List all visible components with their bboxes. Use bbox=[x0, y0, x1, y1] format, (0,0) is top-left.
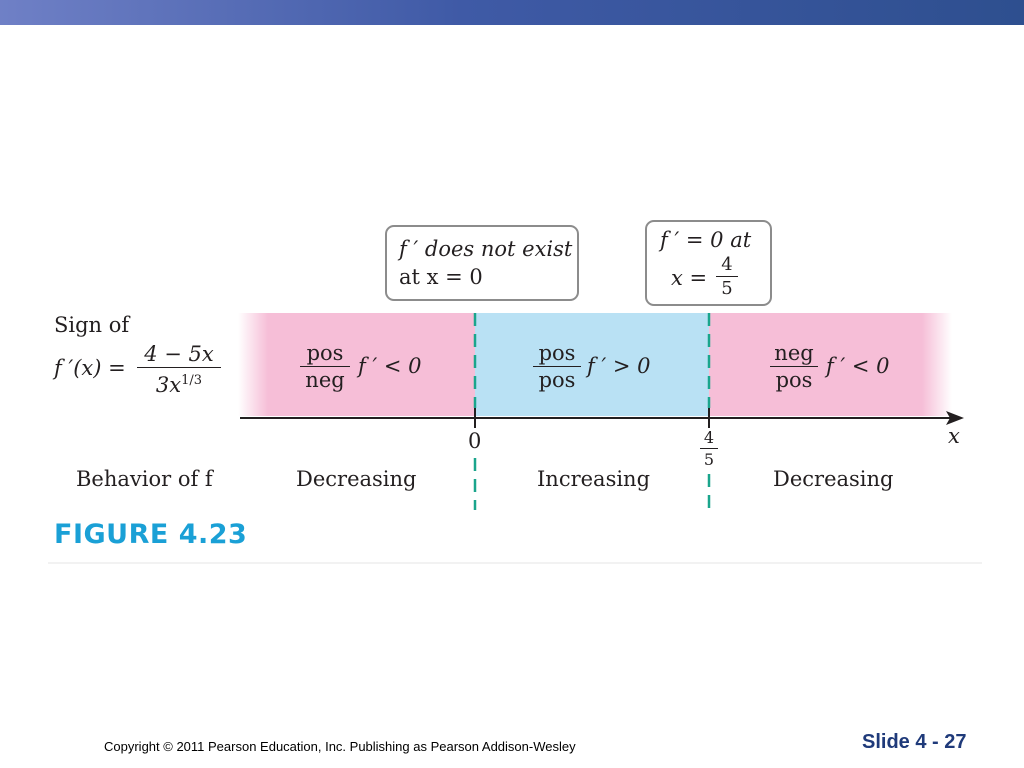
interval-1-denominator-sign: neg bbox=[305, 368, 345, 392]
x-axis-label: x bbox=[948, 424, 960, 448]
interval-2-sign-fraction bbox=[533, 342, 581, 391]
interval-1-sign-fraction bbox=[300, 342, 350, 391]
callout-right-fraction-numerator: 4 bbox=[721, 254, 733, 275]
figure-caption: FIGURE 4.23 bbox=[54, 519, 248, 550]
sign-label-fprime: f ′(x) = bbox=[54, 356, 126, 380]
interval-2-numerator-sign: pos bbox=[538, 341, 576, 365]
interval-1-derivative-sign: f ′ < 0 bbox=[358, 354, 422, 378]
callout-derivative-zero bbox=[645, 220, 772, 306]
interval-3-denominator-sign: pos bbox=[775, 368, 813, 392]
callout-left-line1: f ′ does not exist bbox=[399, 237, 573, 261]
sign-label-exponent: 1/3 bbox=[181, 373, 203, 388]
sign-label-denominator bbox=[137, 368, 221, 396]
behavior-row-label: Behavior of f bbox=[76, 467, 213, 491]
slide-number: Slide 4 - 27 bbox=[862, 731, 967, 753]
callout-left-line2: at x = 0 bbox=[399, 265, 483, 289]
interval-3-derivative-sign: f ′ < 0 bbox=[826, 354, 890, 378]
sign-label-fraction bbox=[137, 343, 221, 396]
interval-2-behavior: Increasing bbox=[537, 467, 651, 491]
interval-3-behavior: Decreasing bbox=[773, 467, 894, 491]
interval-3-sign-fraction bbox=[770, 342, 818, 391]
callout-right-line2-prefix: x = bbox=[671, 266, 708, 290]
interval-2-denominator-sign: pos bbox=[538, 368, 576, 392]
interval-1-numerator-sign: pos bbox=[306, 341, 344, 365]
tick-label-denominator: 5 bbox=[703, 450, 715, 469]
callout-right-fraction bbox=[716, 255, 738, 298]
callout-right-fraction-denominator: 5 bbox=[721, 278, 733, 299]
interval-1-behavior: Decreasing bbox=[296, 467, 417, 491]
tick-label-zero: 0 bbox=[468, 429, 482, 453]
tick-label-numerator: 4 bbox=[703, 428, 715, 447]
callout-right-line1: f ′ = 0 at bbox=[660, 228, 752, 252]
interval-2-derivative-sign: f ′ > 0 bbox=[587, 354, 651, 378]
sign-label-denominator-base: 3x bbox=[155, 373, 182, 397]
interval-3-numerator-sign: neg bbox=[774, 341, 814, 365]
callout-derivative-undefined bbox=[385, 225, 579, 301]
sign-label-numerator: 4 − 5x bbox=[144, 342, 214, 366]
sign-label-title: Sign of bbox=[54, 313, 130, 337]
tick-label-four-fifths bbox=[700, 429, 718, 468]
copyright-notice: Copyright © 2011 Pearson Education, Inc. Publishing as Pearson Addison-Wesley bbox=[104, 739, 576, 754]
